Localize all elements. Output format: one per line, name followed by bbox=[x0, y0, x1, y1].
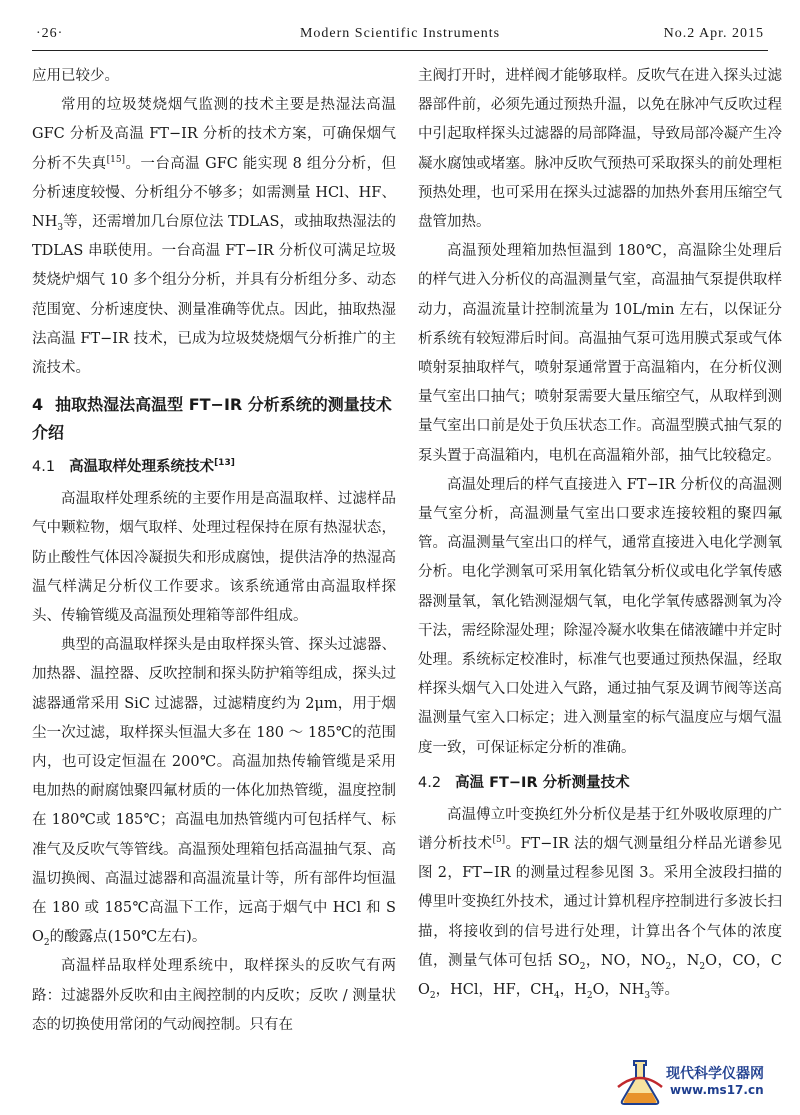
paragraph-ftir-measurement: 高温傅立叶变换红外分析仪是基于红外吸收原理的广谱分析技术[5]。FT−IR 法的烟气测量组分样品光谱参见图 2，FT−IR 的测量过程参见图 3。采用全波段扫描的傅里叶变换红外技术，通过计算机程序控制进行多波长扫描，将接收到的信号进行处理，计算出各个气体的浓度值，测量气体可包括 $SO_2$，NO，$NO_2$，$N_2O$，CO，$CO_2$，HCl，HF，$CH_4$，$H_2O$，$NH_3$等。 bbox=[418, 806, 783, 1001]
watermark-url[interactable]: www.ms17.cn bbox=[670, 1083, 764, 1097]
left-column bbox=[32, 62, 396, 1040]
citation-ref[interactable]: [13] bbox=[214, 458, 235, 469]
paragraph-sampling-probe: 典型的高温取样探头是由取样探头管、探头过滤器、加热器、温控器、反吹控制和探头防护箱等组成，探头过滤器通常采用 SiC 过滤器，过滤精度约为 2μm，用于烟尘一次过滤，取样探头恒温大多在 180 ～ 185℃的范围内，也可设定恒温在 200℃。高温加热传输管缆是采用电加热的耐腐蚀聚四氟材质的一体化加热管缆，温度控制在 180℃或 185℃；高温电加热管缆内可包括样气、标准气及反吹气等管线。高温预处理箱包括高温抽气泵、高温切换阀、高温过滤器和高温流量计等，所有部件均恒温在 180 或 185℃高温下工作，远高于烟气中 HCl 和 $SO_2$的酸露点(150℃左右)。 bbox=[32, 637, 396, 949]
page-number: ·26· bbox=[36, 26, 64, 41]
issue-info: No.2 Apr. 2015 bbox=[663, 26, 764, 41]
paragraph-backflush: 高温样品取样处理系统中，取样探头的反吹气有两路：过滤器外反吹和由主阀控制的内反吹；反吹 / 测量状态的切换使用常闭的气动阀控制。只有在 bbox=[32, 958, 396, 1033]
paragraph-oxygen-analysis: 高温处理后的样气直接进入 FT−IR 分析仪的高温测量气室分析，高温测量气室出口要求连接较粗的聚四氟管。高温测量气室出口的样气，通常直接进入电化学测氧分析。电化学测氧可采用氧化锆氧分析仪或电化学氧传感器测量氧，氧化锆测湿烟气氧，电化学氧传感器测氧为冷干法，需经除湿处理；除湿冷凝水收集在储液罐中并定时处理。系统标定校准时，标准气也要通过预热保温，经取样探头烟气入口处进入气路，通过抽气泵及调节阀等送高温测量气室入口标定；进入测量室的标气温度应与烟气温度一致，可保证标定分析的准确。 bbox=[418, 476, 782, 756]
paragraph-continued: 应用已较少。 bbox=[32, 68, 119, 84]
flask-logo-icon bbox=[616, 1057, 664, 1107]
paragraph-backflush-continued: 主阀打开时，进样阀才能够取样。反吹气在进入探头过滤器部件前，必须先通过预热升温，以免在脉冲气反吹过程中引起取样探头过滤器的局部降温，导致局部冷凝产生冷凝水腐蚀或堵塞。脉冲反吹气预热可采取探头的前处理柜预热处理，也可采用在探头过滤器的加热外套用压缩空气盘管加热。 bbox=[418, 68, 782, 231]
paragraph-monitoring-tech: 常用的垃圾焚烧烟气监测的技术主要是热湿法高温 GFC 分析及高温 FT−IR 分析的技术方案，可确保烟气分析不失真[15]。一台高温 GFC 能实现 8 组分分析，但分析速度较慢、分析组分不够多；如需测量 HCl、HF、$NH_3$等，还需增加几台原位法 TDLAS，或抽取热湿法的 TDLAS 串联使用。一台高温 FT−IR 分析仪可满足垃圾焚烧炉烟气 10 多个组分分析，并具有分析组分多、动态范围宽、分析速度快、测量准确等优点。因此，抽取热湿法高温 FT−IR 技术，已成为垃圾焚烧烟气分析推广的主流技术。 bbox=[32, 97, 396, 377]
watermark-logo bbox=[616, 1057, 794, 1107]
journal-name: Modern Scientific Instruments bbox=[299, 26, 501, 41]
paragraph-pretreatment-box: 高温预处理箱加热恒温到 180℃，高温除尘处理后的样气进入分析仪的高温测量气室，高温抽气泵提供取样动力，高温流量计控制流量为 10L/min 左右，以保证分析系统有较短滞后时间。高温抽气泵可选用膜式泵或气体喷射泵抽取样气，喷射泵通常置于高温箱内，在分析仪测量气室出口抽气；喷射泵需要大量压缩空气，从取样到测量气室出口前是处于负压状态工作。高温型膜式抽气泵的泵头置于高温箱内，电机在高温箱外部，抽气比较稳定。 bbox=[418, 243, 782, 464]
subsection-heading-4-1: 4.1 高温取样处理系统技术[13] bbox=[32, 458, 235, 476]
citation-ref[interactable]: [15] bbox=[106, 154, 126, 165]
right-column bbox=[418, 62, 782, 1005]
subsection-heading-4-2: 4.2 高温 FT−IR 分析测量技术 bbox=[418, 774, 630, 791]
running-header bbox=[32, 20, 768, 51]
section-heading-4: 4 抽取热湿法高温型 FT−IR 分析系统的测量技术介绍 bbox=[32, 395, 392, 443]
citation-ref[interactable]: [5] bbox=[492, 835, 506, 846]
watermark-name: 现代科学仪器网 bbox=[666, 1066, 764, 1082]
paragraph-sampling-system: 高温取样处理系统的主要作用是高温取样、过滤样品气中颗粒物，烟气取样、处理过程保持在原有热湿状态，防止酸性气体因冷凝损失和形成腐蚀，提供洁净的热湿高温气样满足分析仪工作要求。该系统通常由高温取样探头、传输管缆及高温预处理箱等部件组成。 bbox=[32, 491, 396, 625]
